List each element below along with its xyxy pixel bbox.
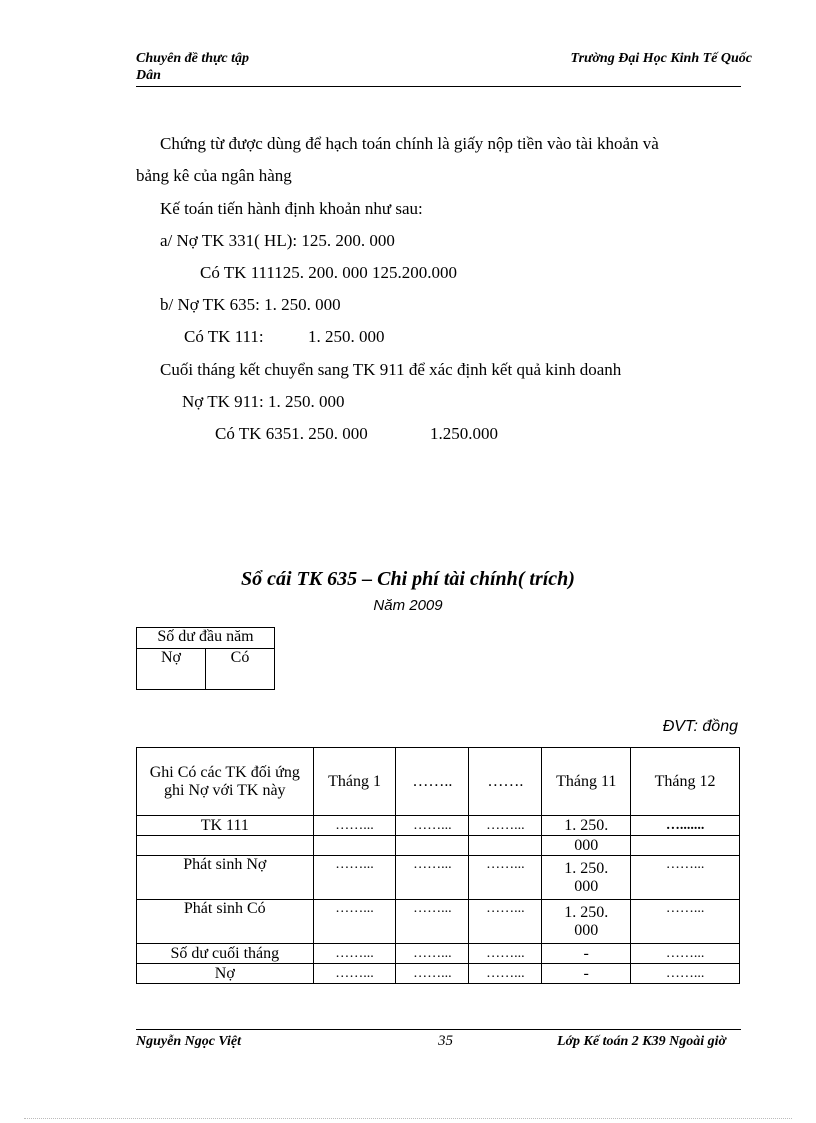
entry-c-credit-account: Có TK 6351. 250. 000 (215, 424, 368, 443)
opening-balance-header: Số dư đầu năm (137, 628, 275, 649)
entry-b-debit: b/ Nợ TK 635: 1. 250. 000 (160, 295, 341, 314)
entry-c-credit-amount: 1.250.000 (430, 424, 498, 443)
header-rule (136, 86, 741, 87)
cell (631, 836, 740, 856)
col-header-ellipsis-1: …….. (396, 748, 469, 816)
header-left-line2: Dân (136, 68, 161, 83)
footer-class: Lớp Kế toán 2 K39 Ngoài giờ (556, 1034, 726, 1049)
cell (313, 836, 396, 856)
ledger-year: Năm 2009 (373, 597, 443, 614)
cell: ……... (469, 816, 542, 836)
row-label: Phát sinh Có (137, 900, 314, 944)
entry-b-credit-account: Có TK 111: (184, 327, 264, 346)
cell: ……... (469, 944, 542, 964)
row-label: Nợ (137, 964, 314, 984)
cell: ……... (313, 944, 396, 964)
entry-a-debit: a/ Nợ TK 331( HL): 125. 200. 000 (160, 231, 395, 250)
cell: ……... (313, 964, 396, 984)
cell: ……... (396, 900, 469, 944)
body-line-1: Chứng từ được dùng để hạch toán chính là giấy nộp tiền vào tài khoản và (160, 134, 659, 153)
opening-balance-credit: Có (206, 649, 275, 690)
body-line-closing: Cuối tháng kết chuyển sang TK 911 để xác định kết quả kinh doanh (160, 360, 622, 379)
page-edge-divider (24, 1118, 792, 1119)
header-left (136, 50, 249, 84)
ledger-title: Sổ cái TK 635 – Chi phí tài chính( trích) (241, 568, 575, 590)
cell (396, 836, 469, 856)
cell: ……... (396, 856, 469, 900)
cell: ……... (396, 964, 469, 984)
cell: - (542, 944, 631, 964)
row-label: Số dư cuối tháng (137, 944, 314, 964)
cell: 1. 250. (542, 816, 631, 836)
col-header-month-11: Tháng 11 (542, 748, 631, 816)
cell: ……... (313, 856, 396, 900)
cell: 1. 250. 000 (542, 900, 631, 944)
ledger-header-row (137, 748, 740, 816)
body-line-3: Kế toán tiến hành định khoản như sau: (160, 199, 423, 218)
col-header-month-1: Tháng 1 (313, 748, 396, 816)
cell: …....... (631, 816, 740, 836)
cell: - (542, 964, 631, 984)
opening-balance-table (136, 627, 275, 690)
cell: ……... (396, 816, 469, 836)
cell: 000 (542, 836, 631, 856)
page-number: 35 (438, 1033, 453, 1049)
table-row (137, 964, 740, 984)
row-label: Phát sinh Nợ (137, 856, 314, 900)
table-row (137, 816, 740, 836)
cell: ……... (631, 900, 740, 944)
cell: ……... (396, 944, 469, 964)
cell: ……... (469, 964, 542, 984)
cell (469, 836, 542, 856)
footer-author: Nguyễn Ngọc Việt (136, 1034, 241, 1049)
cell: ……... (469, 856, 542, 900)
col-header-account: Ghi Có các TK đối ứng ghi Nợ với TK này (137, 748, 314, 816)
col-header-ellipsis-2: ……. (469, 748, 542, 816)
col-header-month-12: Tháng 12 (631, 748, 740, 816)
cell: ……... (313, 900, 396, 944)
entry-c-debit: Nợ TK 911: 1. 250. 000 (182, 392, 345, 411)
row-label: TK 111 (137, 816, 314, 836)
cell: ……... (469, 900, 542, 944)
cell: 1. 250. 000 (542, 856, 631, 900)
cell: ……... (631, 964, 740, 984)
cell: ……... (313, 816, 396, 836)
body-line-2: bảng kê của ngân hàng (136, 166, 292, 185)
ledger-table (136, 747, 740, 984)
cell: ……... (631, 856, 740, 900)
unit-label: ĐVT: đồng (662, 718, 738, 735)
entry-a-credit: Có TK 111125. 200. 000 125.200.000 (200, 263, 458, 282)
entry-b-credit-amount: 1. 250. 000 (308, 327, 385, 346)
header-left-line1: Chuyên đề thực tập (136, 51, 250, 66)
footer-rule (136, 1029, 741, 1030)
table-row (137, 900, 740, 944)
opening-balance-debit: Nợ (137, 649, 206, 690)
header-right: Trường Đại Học Kinh Tế Quốc (570, 51, 752, 66)
row-label (137, 836, 314, 856)
cell: ……... (631, 944, 740, 964)
table-row (137, 836, 740, 856)
table-row (137, 856, 740, 900)
table-row (137, 944, 740, 964)
